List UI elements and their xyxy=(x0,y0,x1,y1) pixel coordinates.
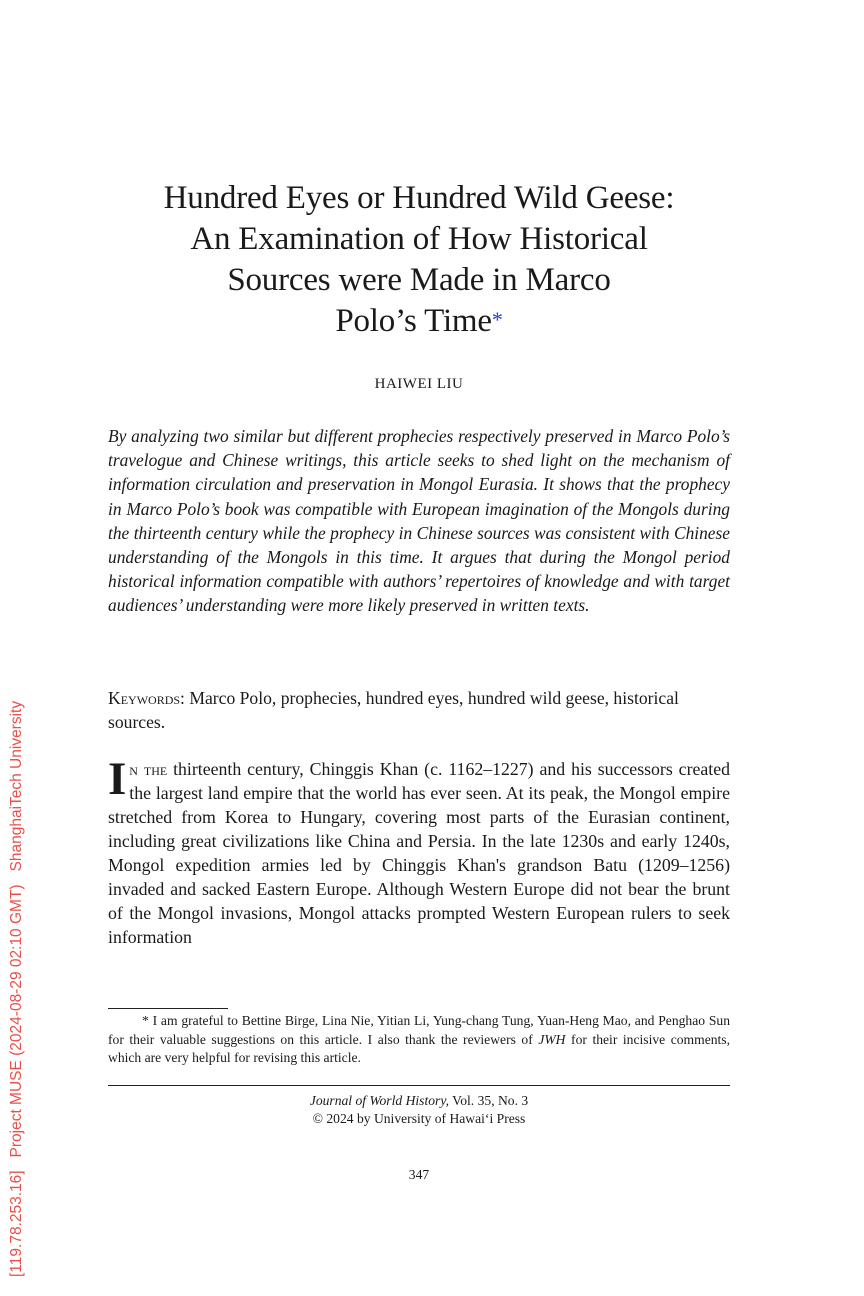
article-first-page xyxy=(108,0,730,1296)
body-text: thirteenth century, Chinggis Khan (c. 1162–1227) and his successors created the largest land empire that the world has ever seen. At its peak, the Mongol empire stretched from Korea to Hungary, covering most parts of the Eurasian continent, including great civilizations like China and Persia. In the late 1230s and early 1240s, Mongol expedition armies led by Chinggis Khan's grandson Batu (1209–1256) invaded and sacked Eastern Europe. Although Western Europe did not bear the brunt of the Mongol invasions, Mongol attacks prompted Western European rulers to seek information xyxy=(108,759,730,947)
keywords xyxy=(108,686,730,734)
journal-citation xyxy=(108,1092,730,1110)
keywords-text: Marco Polo, prophecies, hundred eyes, hundred wild geese, historical sources. xyxy=(108,688,679,732)
footnote-text-end: for their incisive comments, which are very helpful for revising this article. xyxy=(108,1031,730,1065)
copyright-line: © 2024 by University of Hawai‘i Press xyxy=(312,1111,526,1126)
footnote-journal-abbrev: JWH xyxy=(538,1031,566,1047)
journal-volume-issue: Vol. 35, No. 3 xyxy=(449,1093,529,1108)
footnote xyxy=(108,1012,730,1068)
footnote-divider xyxy=(108,1008,228,1009)
lead-in-smallcaps: n the xyxy=(129,759,168,779)
keywords-label: Keywords: xyxy=(108,688,185,708)
title-line xyxy=(108,301,730,342)
title-footnote-link[interactable]: * xyxy=(491,307,503,332)
title-line: Hundred Eyes or Hundred Wild Geese: xyxy=(163,180,675,216)
author-name: HAIWEI LIU xyxy=(374,376,464,392)
footnote-marker: * xyxy=(142,1013,149,1028)
title-line-text: Polo’s Time xyxy=(335,303,492,339)
access-watermark: [119.78.253.16] Project MUSE (2024-08-29 02:10 GMT) ShanghaiTech University xyxy=(8,700,25,1277)
footnote-text: I am grateful to Bettine Birge, Lina Nie, Yitian Li, Yung-chang Tung, Yuan-Heng Mao, and Penghao Sun for their valuable suggestions on this article. I also thank the reviewers of xyxy=(108,1013,730,1047)
journal-info xyxy=(108,1092,730,1128)
article-title xyxy=(108,178,730,342)
journal-name: Journal of World History, xyxy=(309,1093,450,1108)
page-number: 347 xyxy=(408,1167,430,1182)
journal-divider xyxy=(108,1085,730,1086)
title-line: Sources were Made in Marco xyxy=(227,262,611,298)
body-paragraph xyxy=(108,753,730,949)
title-line: An Examination of How Historical xyxy=(190,221,648,257)
abstract: By analyzing two similar but different prophecies respectively preserved in Marco Polo’s travelogue and Chinese writings, this article seeks to shed light on the mechanism of information circulation and preservation in Mongol Eurasia. It shows that the prophecy in Marco Polo’s book was compatible with European imagination of the Mongols during the thirteenth century while the prophecy in Chinese sources was consistent with Chinese understanding of the Mongols in this time. It argues that during the Mongol period historical information compatible with authors’ repertoires of knowledge and with target audiences’ understanding were more likely preserved in written texts. xyxy=(108,426,730,616)
drop-cap: I xyxy=(108,753,127,805)
